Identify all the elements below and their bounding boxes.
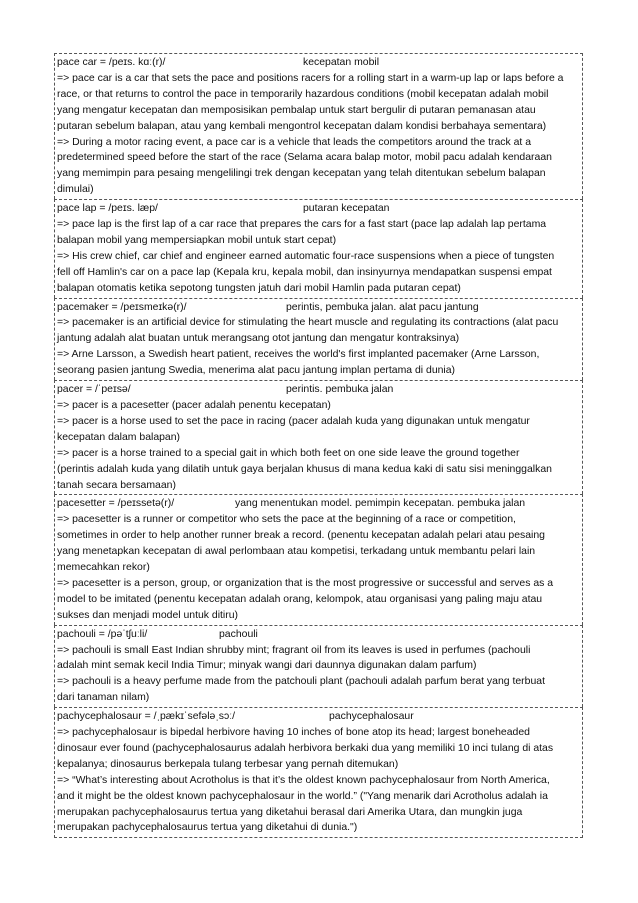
entry-line: dari tanaman nilam) [57,692,150,704]
dictionary-page [54,53,583,838]
entry-line: => pachouli is a heavy perfume made from the patchouli plant (pachouli adalah parfum berat yang terbuat [57,676,545,688]
entry-term: pachouli = /pəˈtʃuːli/ [57,628,148,640]
entry-line: kecepatan dalam balapan) [57,431,181,443]
entry-line: seorang pasien jantung Swedia, menerima alat pacu jantung implan pertama di dunia) [57,365,456,377]
entry-line: => His crew chief, car chief and engineer earned automatic four-race suspensions when a piece of tungsten [57,250,555,262]
entry-meaning: pachycephalosaur [329,711,414,723]
entry-line: => “What’s interesting about Acrotholus is that it’s the oldest known pachycephalosaur from North America, [57,774,550,786]
entry-line: balapan mobil yang mempersiapkan mobil untuk start cepat) [57,234,337,246]
entry-header [57,709,580,725]
entry-line: model to be imitated (penentu kecepatan adalah orang, kelompok, atau organisasi yang paling maju atau [57,593,543,605]
entry-line: => Arne Larsson, a Swedish heart patient, receives the world's first implanted pacemaker (Arne Larsson, [57,349,540,361]
entry-line: and it might be the oldest known pachycephalosaur in the world.” ("Yang menarik dari Acrotholus adalah ia [57,790,548,802]
entry-line: dinosaur ever found (pachycephalosaurus adalah herbivora berkaki dua yang memiliki 10 inci tulang di atas [57,742,554,754]
entry-line: memecahkan rekor) [57,562,150,574]
entry-meaning: perintis. pembuka jalan [286,384,394,396]
entry-line: tanah secara bersamaan) [57,479,176,491]
entry-meaning: kecepatan mobil [303,57,380,68]
entry-line: => pachouli is small East Indian shrubby mint; fragrant oil from its leaves is used in perfumes (pachouli [57,644,531,656]
entry-line: race, or that returns to control the pace in temporarily hazardous conditions (mobil kecepatan adalah mobil [57,88,549,100]
entry-pacesetter [54,494,583,624]
entry-term: pacemaker = /peɪsmeɪkə(r)/ [57,301,187,313]
entry-pachycephalosaur [54,707,583,838]
entry-line: (perintis adalah kuda yang dilatih untuk gaya berjalan khusus di mana kedua kaki di satu sisi meninggalkan [57,463,552,475]
entry-line: => pacer is a horse trained to a special gait in which both feet on one side leave the ground together [57,447,520,459]
entry-line: sukses dan menjadi model untuk ditiru) [57,609,239,621]
entry-header [57,201,580,217]
entry-line: dimulai) [57,184,94,196]
entry-line: jantung adalah alat buatan untuk merangsang otot jantung dan mengatur kontraksinya) [57,333,460,345]
entry-meaning: perintis, pembuka jalan. alat pacu jantung [286,301,479,313]
entry-line: fell off Hamlin's car on a pace lap (Kepala kru, kepala mobil, dan insinyurnya mendapatkan suspensi empat [57,266,552,278]
entry-meaning: yang menentukan model. pemimpin kecepatan. pembuka jalan [235,498,526,510]
entry-line: => pacer is a pacesetter (pacer adalah penentu kecepatan) [57,399,331,411]
entry-term: pace lap = /peɪs. læp/ [57,203,158,215]
entry-line: sometimes in order to help another runner break a record. (penentu kecepatan adalah pelari atau pesaing [57,530,545,542]
entry-line: merupakan pachycephalosaurus tertua yang diketahui berasal dari Amerika Utara, dan mungkin juga [57,806,523,818]
entry-line: yang menetapkan kecepatan di awal perlombaan atau kompetisi, terkadang untuk membantu pelari lain [57,546,536,558]
entry-header [57,627,580,643]
entry-pachouli [54,625,583,708]
entry-line: => During a motor racing event, a pace car is a vehicle that leads the competitors around the track at a [57,136,532,148]
entry-line: balapan otomatis ketika sepotong tungsten jatuh dari mobil Hamlin pada putaran cepat) [57,282,461,294]
entry-meaning: pachouli [219,628,258,640]
entry-line: => pace lap is the first lap of a car race that prepares the cars for a fast start (pace lap adalah lap pertama [57,219,547,231]
entry-line: => pacemaker is an artificial device for stimulating the heart muscle and regulating its contractions (alat pacu [57,317,559,329]
entry-line: yang memimpin para pesaing mengelilingi trek dengan kecepatan yang telah ditentukan sebelum balapan [57,168,546,180]
entry-line: adalah mint semak kecil India Timur; minyak wangi dari daunnya digunakan dalam parfum) [57,660,477,672]
entry-term: pacer = /ˈpeɪsə/ [57,384,131,396]
entry-line: => pacer is a horse used to set the pace in racing (pacer adalah kuda yang digunakan untuk mengatur [57,415,530,427]
entry-line: => pace car is a car that sets the pace and positions racers for a rolling start in a warm-up lap or laps before a [57,72,564,84]
entry-header [57,300,580,316]
entry-header [57,55,580,71]
entry-line: yang mengatur kecepatan dan memposisikan pembalap untuk start bergulir di putaran pemanasan atau [57,104,536,116]
entry-line: kepalanya; dinosaurus berkepala tulang terbesar yang pernah ditemukan) [57,758,399,770]
entry-pacemaker [54,298,583,381]
entry-term: pace car = /peɪs. kɑː(r)/ [57,57,166,68]
entry-pace-car [54,53,583,199]
entry-line: predetermined speed before the start of the race (Selama acara balap motor, mobil pacu adalah kendaraan [57,152,552,164]
entry-header [57,382,580,398]
entry-line: putaran sebelum balapan, atau yang kembali mengontrol kecepatan dalam kondisi berbahaya sementara) [57,120,547,132]
entry-term: pacesetter = /peɪssetə(r)/ [57,498,175,510]
entry-header [57,496,580,512]
entry-line: => pachycephalosaur is bipedal herbivore having 10 inches of bone atop its head; largest boneheaded [57,727,530,739]
entry-line: => pacesetter is a person, group, or organization that is the most progressive or successful and serves as a [57,577,554,589]
entry-line: merupakan pachycephalosaurus tertua yang diketahui di dunia.") [57,822,358,834]
entry-pacer [54,380,583,494]
entry-meaning: putaran kecepatan [303,203,390,215]
entry-term: pachycephalosaur = /ˌpækɪˈsefələˌsɔː/ [57,711,236,723]
entry-pace-lap [54,199,583,297]
entry-line: => pacesetter is a runner or competitor who sets the pace at the beginning of a race or competition, [57,514,516,526]
